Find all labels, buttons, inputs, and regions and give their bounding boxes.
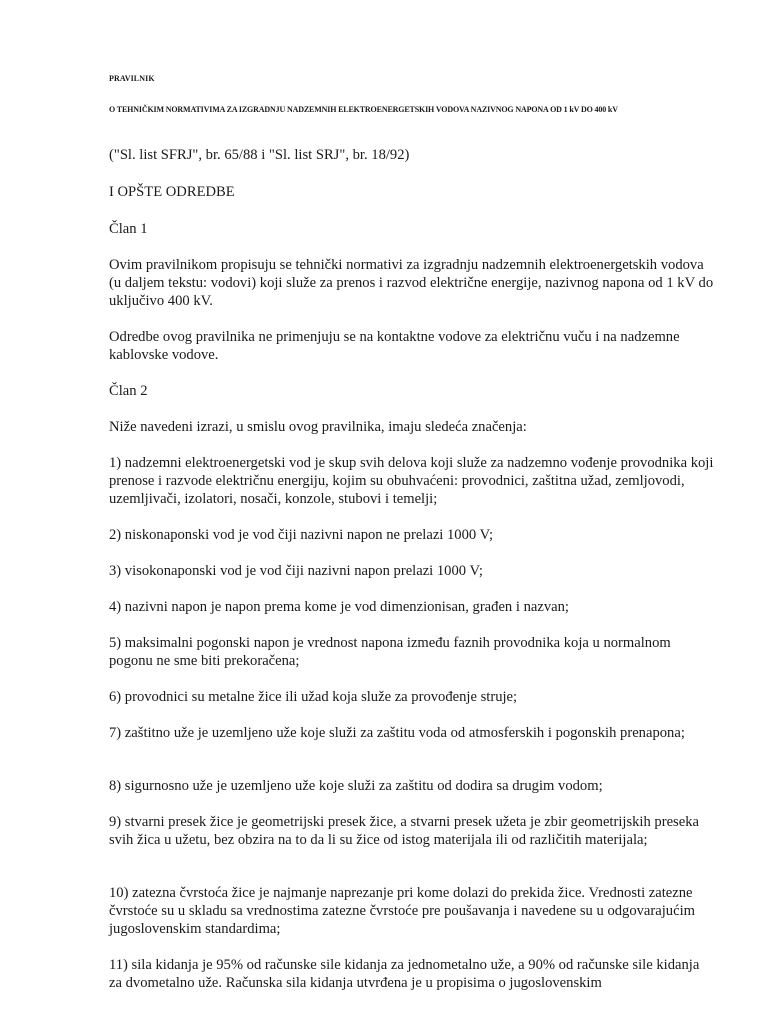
definition-item: 10) zatezna čvrstoća žice je najmanje naprezanje pri kome dolazi do prekida žice. Vrednosti zatezne čvrstoće su u skladu sa vrednostima zatezne čvrstoće pre poušavanja i navedene su u odgovarajućim jugoslovenskim standardima; xyxy=(109,885,695,937)
article-2-heading: Član 2 xyxy=(109,383,148,399)
document-title: PRAVILNIK xyxy=(109,74,155,83)
article-1-heading: Član 1 xyxy=(109,221,148,237)
definition-item: 1) nadzemni elektroenergetski vod je skup svih delova koji služe za nadzemno vođenje provodnika koji prenose i razvode električnu energiju, kojim su obuhvaćeni: provodnici, zaštitna užad, zemljovodi, uzemljivači, izolatori, nosači, konzole, stubovi i temelji; xyxy=(109,455,714,507)
definition-item: 9) stvarni presek žice je geometrijski presek žice, a stvarni presek užeta je zbir geometrijskih preseka svih žica u užetu, bez obzira na to da li su žice od istog materijala ili od različitih materijala; xyxy=(109,814,699,848)
definition-item: 4) nazivni napon je napon prema kome je vod dimenzionisan, građen i nazvan; xyxy=(109,599,569,615)
definition-item: 3) visokonaponski vod je vod čiji nazivni napon prelazi 1000 V; xyxy=(109,563,483,579)
source-reference: ("Sl. list SFRJ", br. 65/88 i "Sl. list SRJ", br. 18/92) xyxy=(109,147,410,163)
definition-item: 5) maksimalni pogonski napon je vrednost napona između faznih provodnika koja u normalnom pogonu ne sme biti prekoračena; xyxy=(109,635,671,669)
definition-item: 7) zaštitno uže je uzemljeno uže koje služi za zaštitu voda od atmosferskih i pogonskih prenapona; xyxy=(109,725,685,741)
article-1-paragraph-2: Odredbe ovog pravilnika ne primenjuju se na kontaktne vodove za električnu vuču i na nadzemne kablovske vodove. xyxy=(109,329,680,363)
document-subtitle: O TEHNIČKIM NORMATIVIMA ZA IZGRADNJU NADZEMNIH ELEKTROENERGETSKIH VODOVA NAZIVNOG NAPONA OD 1 kV DO 400 kV xyxy=(109,105,618,114)
article-1-paragraph-1: Ovim pravilnikom propisuju se tehnički normativi za izgradnju nadzemnih elektroenergetskih vodova (u daljem tekstu: vodovi) koji služe za prenos i razvod električne energije, nazivnog napona od 1 kV do uključivo 400 kV. xyxy=(109,257,714,309)
definition-item: 8) sigurnosno uže je uzemljeno uže koje služi za zaštitu od dodira sa drugim vodom; xyxy=(109,778,603,794)
section-heading: I OPŠTE ODREDBE xyxy=(109,184,235,200)
article-2-intro: Niže navedeni izrazi, u smislu ovog pravilnika, imaju sledeća značenja: xyxy=(109,419,527,435)
definition-item: 2) niskonaponski vod je vod čiji nazivni napon ne prelazi 1000 V; xyxy=(109,527,494,543)
definition-item: 6) provodnici su metalne žice ili užad koja služe za provođenje struje; xyxy=(109,689,518,705)
definition-item: 11) sila kidanja je 95% od računske sile kidanja za jednometalno uže, a 90% od računske sile kidanja za dvometalno uže. Računska sila kidanja utvrđena je u propisima o jugoslovenskim xyxy=(109,957,700,991)
